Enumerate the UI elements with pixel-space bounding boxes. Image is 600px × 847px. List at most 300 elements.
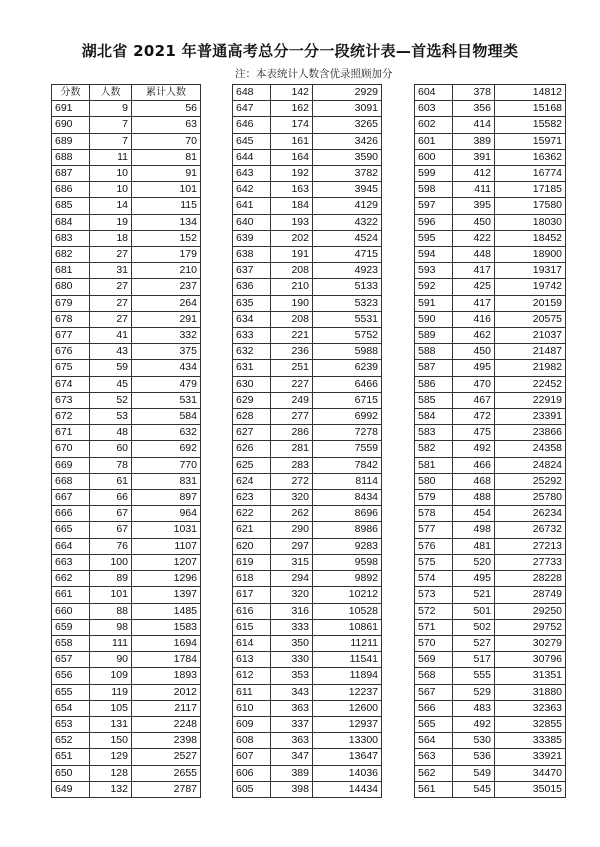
cumulative-cell: 9283 xyxy=(313,538,382,554)
cumulative-cell: 28749 xyxy=(495,587,566,603)
score-cell: 670 xyxy=(52,441,90,457)
score-cell: 650 xyxy=(52,765,90,781)
cumulative-cell: 18452 xyxy=(495,230,566,246)
count-cell: 249 xyxy=(271,392,313,408)
count-cell: 131 xyxy=(90,716,132,732)
count-cell: 48 xyxy=(90,425,132,441)
cumulative-cell: 29250 xyxy=(495,603,566,619)
count-cell: 67 xyxy=(90,506,132,522)
cumulative-cell: 632 xyxy=(132,425,201,441)
score-cell: 618 xyxy=(233,571,271,587)
table-row xyxy=(52,279,201,295)
score-cell: 645 xyxy=(233,133,271,149)
count-cell: 76 xyxy=(90,538,132,554)
count-cell: 498 xyxy=(453,522,495,538)
score-cell: 662 xyxy=(52,571,90,587)
score-cell: 564 xyxy=(415,733,453,749)
table-row xyxy=(415,182,566,198)
table-row xyxy=(415,198,566,214)
score-cell: 641 xyxy=(233,198,271,214)
table-row xyxy=(52,295,201,311)
score-cell: 684 xyxy=(52,214,90,230)
count-cell: 517 xyxy=(453,652,495,668)
cumulative-cell: 5133 xyxy=(313,279,382,295)
table-row xyxy=(415,376,566,392)
count-cell: 283 xyxy=(271,457,313,473)
count-cell: 398 xyxy=(271,781,313,797)
score-cell: 653 xyxy=(52,716,90,732)
score-cell: 665 xyxy=(52,522,90,538)
cumulative-cell: 27733 xyxy=(495,554,566,570)
count-cell: 210 xyxy=(271,279,313,295)
score-cell: 659 xyxy=(52,619,90,635)
count-cell: 529 xyxy=(453,684,495,700)
cumulative-cell: 2527 xyxy=(132,749,201,765)
count-cell: 192 xyxy=(271,166,313,182)
cumulative-cell: 13647 xyxy=(313,749,382,765)
score-cell: 691 xyxy=(52,101,90,117)
score-cell: 577 xyxy=(415,522,453,538)
table-row xyxy=(52,360,201,376)
cumulative-cell: 31880 xyxy=(495,684,566,700)
score-cell: 592 xyxy=(415,279,453,295)
score-cell: 563 xyxy=(415,749,453,765)
count-cell: 272 xyxy=(271,473,313,489)
count-cell: 448 xyxy=(453,247,495,263)
score-cell: 607 xyxy=(233,749,271,765)
count-cell: 530 xyxy=(453,733,495,749)
table-row xyxy=(52,149,201,165)
cumulative-cell: 21982 xyxy=(495,360,566,376)
cumulative-cell: 964 xyxy=(132,506,201,522)
table-row xyxy=(52,214,201,230)
count-cell: 545 xyxy=(453,781,495,797)
cumulative-cell: 692 xyxy=(132,441,201,457)
count-cell: 501 xyxy=(453,603,495,619)
cumulative-cell: 531 xyxy=(132,392,201,408)
cumulative-cell: 15582 xyxy=(495,117,566,133)
cumulative-cell: 1893 xyxy=(132,668,201,684)
count-cell: 174 xyxy=(271,117,313,133)
score-cell: 652 xyxy=(52,733,90,749)
count-cell: 378 xyxy=(453,85,495,101)
table-row xyxy=(415,425,566,441)
cumulative-cell: 24824 xyxy=(495,457,566,473)
table-row xyxy=(415,652,566,668)
cumulative-cell: 10861 xyxy=(313,619,382,635)
score-table-1 xyxy=(51,84,201,798)
score-cell: 578 xyxy=(415,506,453,522)
table-row xyxy=(52,554,201,570)
cumulative-cell: 434 xyxy=(132,360,201,376)
table-row xyxy=(415,149,566,165)
table-row xyxy=(233,295,382,311)
score-cell: 596 xyxy=(415,214,453,230)
table-row xyxy=(233,360,382,376)
table-row xyxy=(52,522,201,538)
score-cell: 635 xyxy=(233,295,271,311)
cumulative-cell: 2787 xyxy=(132,781,201,797)
cumulative-cell: 81 xyxy=(132,149,201,165)
count-cell: 161 xyxy=(271,133,313,149)
table-row xyxy=(415,700,566,716)
score-cell: 639 xyxy=(233,230,271,246)
count-cell: 521 xyxy=(453,587,495,603)
count-cell: 164 xyxy=(271,149,313,165)
table-row xyxy=(233,149,382,165)
table-row xyxy=(233,749,382,765)
score-cell: 664 xyxy=(52,538,90,554)
count-cell: 356 xyxy=(453,101,495,117)
count-cell: 389 xyxy=(271,765,313,781)
score-cell: 561 xyxy=(415,781,453,797)
table-row xyxy=(52,781,201,797)
score-cell: 584 xyxy=(415,409,453,425)
table-row xyxy=(233,716,382,732)
cumulative-cell: 152 xyxy=(132,230,201,246)
score-cell: 678 xyxy=(52,311,90,327)
count-cell: 454 xyxy=(453,506,495,522)
cumulative-cell: 3590 xyxy=(313,149,382,165)
score-cell: 669 xyxy=(52,457,90,473)
table-row xyxy=(52,198,201,214)
score-cell: 562 xyxy=(415,765,453,781)
count-cell: 43 xyxy=(90,344,132,360)
count-cell: 470 xyxy=(453,376,495,392)
count-cell: 262 xyxy=(271,506,313,522)
score-cell: 603 xyxy=(415,101,453,117)
cumulative-cell: 210 xyxy=(132,263,201,279)
count-cell: 347 xyxy=(271,749,313,765)
cumulative-cell: 32363 xyxy=(495,700,566,716)
table-row xyxy=(233,668,382,684)
table-row xyxy=(415,133,566,149)
score-cell: 566 xyxy=(415,700,453,716)
score-cell: 570 xyxy=(415,635,453,651)
count-cell: 129 xyxy=(90,749,132,765)
score-cell: 654 xyxy=(52,700,90,716)
cumulative-cell: 2398 xyxy=(132,733,201,749)
cumulative-cell: 30796 xyxy=(495,652,566,668)
count-cell: 45 xyxy=(90,376,132,392)
score-cell: 590 xyxy=(415,311,453,327)
cumulative-cell: 4715 xyxy=(313,247,382,263)
count-cell: 10 xyxy=(90,182,132,198)
count-cell: 9 xyxy=(90,101,132,117)
cumulative-cell: 264 xyxy=(132,295,201,311)
cumulative-cell: 10212 xyxy=(313,587,382,603)
count-cell: 163 xyxy=(271,182,313,198)
cumulative-cell: 2248 xyxy=(132,716,201,732)
cumulative-cell: 4923 xyxy=(313,263,382,279)
table-row xyxy=(233,587,382,603)
cumulative-cell: 12237 xyxy=(313,684,382,700)
cumulative-cell: 1397 xyxy=(132,587,201,603)
score-cell: 627 xyxy=(233,425,271,441)
table-row xyxy=(233,490,382,506)
table-row xyxy=(52,619,201,635)
score-cell: 600 xyxy=(415,149,453,165)
page-title: 湖北省 2021 年普通高考总分一分一段统计表—首选科目物理类 xyxy=(81,42,519,60)
count-cell: 337 xyxy=(271,716,313,732)
score-cell: 656 xyxy=(52,668,90,684)
table-row xyxy=(233,263,382,279)
score-cell: 623 xyxy=(233,490,271,506)
count-cell: 27 xyxy=(90,295,132,311)
score-cell: 676 xyxy=(52,344,90,360)
cumulative-cell: 23391 xyxy=(495,409,566,425)
cumulative-cell: 6466 xyxy=(313,376,382,392)
table-row xyxy=(52,441,201,457)
table-row xyxy=(415,619,566,635)
count-cell: 286 xyxy=(271,425,313,441)
count-cell: 132 xyxy=(90,781,132,797)
table-row xyxy=(52,749,201,765)
table-row xyxy=(415,392,566,408)
score-cell: 683 xyxy=(52,230,90,246)
cumulative-cell: 29752 xyxy=(495,619,566,635)
score-cell: 646 xyxy=(233,117,271,133)
table-row xyxy=(233,781,382,797)
count-cell: 53 xyxy=(90,409,132,425)
score-cell: 610 xyxy=(233,700,271,716)
score-cell: 606 xyxy=(233,765,271,781)
table-row xyxy=(415,554,566,570)
table-row xyxy=(415,360,566,376)
count-cell: 89 xyxy=(90,571,132,587)
count-cell: 208 xyxy=(271,263,313,279)
table-row xyxy=(233,554,382,570)
score-cell: 579 xyxy=(415,490,453,506)
score-cell: 574 xyxy=(415,571,453,587)
table-row xyxy=(233,311,382,327)
score-cell: 636 xyxy=(233,279,271,295)
score-cell: 587 xyxy=(415,360,453,376)
count-cell: 330 xyxy=(271,652,313,668)
cumulative-cell: 1031 xyxy=(132,522,201,538)
score-cell: 616 xyxy=(233,603,271,619)
count-cell: 412 xyxy=(453,166,495,182)
score-cell: 632 xyxy=(233,344,271,360)
score-cell: 661 xyxy=(52,587,90,603)
score-cell: 571 xyxy=(415,619,453,635)
table-row xyxy=(415,522,566,538)
score-cell: 624 xyxy=(233,473,271,489)
count-cell: 527 xyxy=(453,635,495,651)
header-count: 人数 xyxy=(90,85,132,101)
count-cell: 66 xyxy=(90,490,132,506)
count-cell: 142 xyxy=(271,85,313,101)
score-cell: 680 xyxy=(52,279,90,295)
cumulative-cell: 27213 xyxy=(495,538,566,554)
count-cell: 128 xyxy=(90,765,132,781)
score-cell: 651 xyxy=(52,749,90,765)
score-cell: 625 xyxy=(233,457,271,473)
score-cell: 572 xyxy=(415,603,453,619)
count-cell: 472 xyxy=(453,409,495,425)
count-cell: 492 xyxy=(453,441,495,457)
table-row xyxy=(233,619,382,635)
table-row xyxy=(415,733,566,749)
cumulative-cell: 19317 xyxy=(495,263,566,279)
score-cell: 634 xyxy=(233,311,271,327)
cumulative-cell: 20575 xyxy=(495,311,566,327)
count-cell: 333 xyxy=(271,619,313,635)
cumulative-cell: 1107 xyxy=(132,538,201,554)
table-row xyxy=(233,117,382,133)
count-cell: 88 xyxy=(90,603,132,619)
table-row xyxy=(52,652,201,668)
score-cell: 689 xyxy=(52,133,90,149)
score-cell: 605 xyxy=(233,781,271,797)
table-row xyxy=(52,668,201,684)
score-cell: 686 xyxy=(52,182,90,198)
score-cell: 628 xyxy=(233,409,271,425)
count-cell: 555 xyxy=(453,668,495,684)
cumulative-cell: 11894 xyxy=(313,668,382,684)
count-cell: 417 xyxy=(453,263,495,279)
table-row xyxy=(52,230,201,246)
cumulative-cell: 10528 xyxy=(313,603,382,619)
table-row xyxy=(233,182,382,198)
table-row xyxy=(415,490,566,506)
count-cell: 290 xyxy=(271,522,313,538)
score-cell: 599 xyxy=(415,166,453,182)
count-cell: 502 xyxy=(453,619,495,635)
score-cell: 612 xyxy=(233,668,271,684)
table-row xyxy=(52,117,201,133)
count-cell: 395 xyxy=(453,198,495,214)
cumulative-cell: 91 xyxy=(132,166,201,182)
table-row xyxy=(52,166,201,182)
score-cell: 649 xyxy=(52,781,90,797)
score-cell: 648 xyxy=(233,85,271,101)
table-row xyxy=(233,101,382,117)
cumulative-cell: 14036 xyxy=(313,765,382,781)
table-row xyxy=(415,117,566,133)
score-cell: 583 xyxy=(415,425,453,441)
score-cell: 573 xyxy=(415,587,453,603)
table-row xyxy=(415,684,566,700)
count-cell: 10 xyxy=(90,166,132,182)
count-cell: 90 xyxy=(90,652,132,668)
cumulative-cell: 831 xyxy=(132,473,201,489)
cumulative-cell: 14434 xyxy=(313,781,382,797)
cumulative-cell: 237 xyxy=(132,279,201,295)
table-row xyxy=(233,700,382,716)
table-row xyxy=(233,214,382,230)
table-row xyxy=(415,247,566,263)
count-cell: 60 xyxy=(90,441,132,457)
cumulative-cell: 34470 xyxy=(495,765,566,781)
score-cell: 591 xyxy=(415,295,453,311)
table-row xyxy=(52,571,201,587)
cumulative-cell: 23866 xyxy=(495,425,566,441)
cumulative-cell: 4524 xyxy=(313,230,382,246)
cumulative-cell: 5531 xyxy=(313,311,382,327)
cumulative-cell: 13300 xyxy=(313,733,382,749)
count-cell: 251 xyxy=(271,360,313,376)
table-row xyxy=(52,392,201,408)
count-cell: 191 xyxy=(271,247,313,263)
table-row xyxy=(415,311,566,327)
table-row xyxy=(52,311,201,327)
table-row xyxy=(52,457,201,473)
cumulative-cell: 12600 xyxy=(313,700,382,716)
table-row xyxy=(415,85,566,101)
table-row xyxy=(415,344,566,360)
cumulative-cell: 15168 xyxy=(495,101,566,117)
score-cell: 588 xyxy=(415,344,453,360)
score-cell: 666 xyxy=(52,506,90,522)
score-cell: 621 xyxy=(233,522,271,538)
score-cell: 644 xyxy=(233,149,271,165)
cumulative-cell: 16774 xyxy=(495,166,566,182)
table-row xyxy=(233,538,382,554)
count-cell: 281 xyxy=(271,441,313,457)
score-cell: 629 xyxy=(233,392,271,408)
score-cell: 633 xyxy=(233,328,271,344)
cumulative-cell: 6715 xyxy=(313,392,382,408)
score-cell: 687 xyxy=(52,166,90,182)
count-cell: 100 xyxy=(90,554,132,570)
score-cell: 601 xyxy=(415,133,453,149)
count-cell: 105 xyxy=(90,700,132,716)
score-cell: 567 xyxy=(415,684,453,700)
table-row xyxy=(52,263,201,279)
count-cell: 549 xyxy=(453,765,495,781)
table-row xyxy=(415,441,566,457)
cumulative-cell: 18030 xyxy=(495,214,566,230)
cumulative-cell: 30279 xyxy=(495,635,566,651)
score-table-3 xyxy=(414,84,566,798)
cumulative-cell: 63 xyxy=(132,117,201,133)
table-row xyxy=(233,376,382,392)
score-cell: 608 xyxy=(233,733,271,749)
score-cell: 672 xyxy=(52,409,90,425)
count-cell: 353 xyxy=(271,668,313,684)
count-cell: 297 xyxy=(271,538,313,554)
count-cell: 343 xyxy=(271,684,313,700)
table-row xyxy=(233,457,382,473)
cumulative-cell: 20159 xyxy=(495,295,566,311)
cumulative-cell: 5752 xyxy=(313,328,382,344)
count-cell: 320 xyxy=(271,490,313,506)
table-row xyxy=(52,587,201,603)
score-cell: 671 xyxy=(52,425,90,441)
score-cell: 638 xyxy=(233,247,271,263)
score-cell: 575 xyxy=(415,554,453,570)
score-cell: 586 xyxy=(415,376,453,392)
table-row xyxy=(52,506,201,522)
score-cell: 677 xyxy=(52,328,90,344)
cumulative-cell: 1207 xyxy=(132,554,201,570)
cumulative-cell: 2929 xyxy=(313,85,382,101)
count-cell: 450 xyxy=(453,344,495,360)
cumulative-cell: 70 xyxy=(132,133,201,149)
count-cell: 111 xyxy=(90,635,132,651)
header-cumulative: 累计人数 xyxy=(132,85,201,101)
table-row xyxy=(52,700,201,716)
table-row xyxy=(52,733,201,749)
count-cell: 109 xyxy=(90,668,132,684)
count-cell: 18 xyxy=(90,230,132,246)
cumulative-cell: 3426 xyxy=(313,133,382,149)
cumulative-cell: 25292 xyxy=(495,473,566,489)
count-cell: 495 xyxy=(453,360,495,376)
score-cell: 688 xyxy=(52,149,90,165)
cumulative-cell: 8434 xyxy=(313,490,382,506)
